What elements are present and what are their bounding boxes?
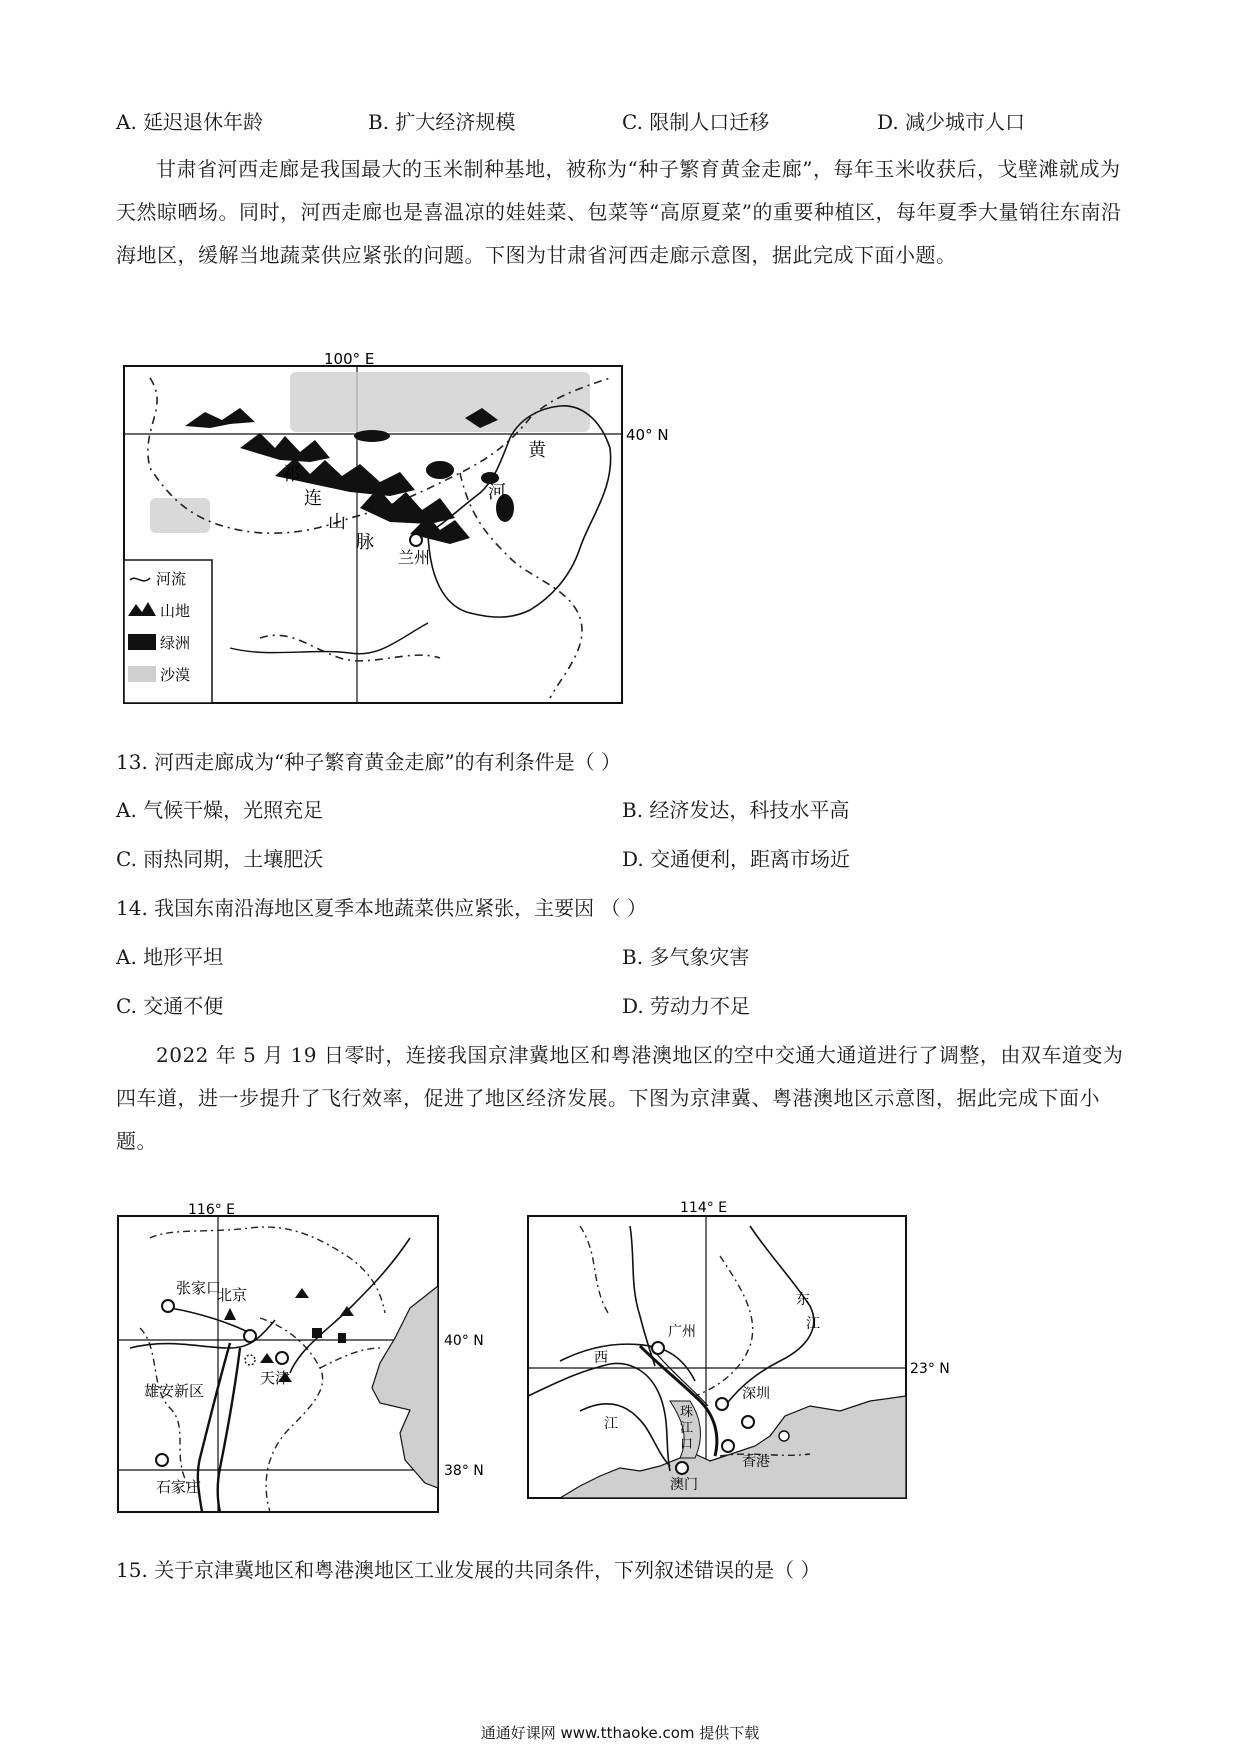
lat-label: 40° N xyxy=(626,426,669,444)
map-gba xyxy=(520,1196,960,1506)
q15-stem: 15. 关于京津冀地区和粤港澳地区工业发展的共同条件，下列叙述错误的是（ ） xyxy=(116,1558,821,1582)
lat-label-40: 40° N xyxy=(444,1333,484,1349)
option-d: D. 减少城市人口 xyxy=(877,110,1026,134)
q14-option-b: B. 多气象灾害 xyxy=(622,945,750,969)
label-zhu: 珠 xyxy=(680,1405,694,1420)
lat-label-38: 38° N xyxy=(444,1463,484,1479)
label-jiang-2: 江 xyxy=(604,1416,618,1432)
label-xi: 西 xyxy=(594,1350,608,1366)
city-guangzhou: 广州 xyxy=(668,1324,696,1340)
q13-stem: 13. 河西走廊成为“种子繁育黄金走廊”的有利条件是（ ） xyxy=(116,750,621,774)
legend-desert: 沙漠 xyxy=(160,666,191,684)
q13-option-b: B. 经济发达，科技水平高 xyxy=(622,798,850,822)
map-hexi-corridor xyxy=(110,348,690,720)
label-jiang-1: 江 xyxy=(806,1316,820,1332)
city-lanzhou: 兰州 xyxy=(398,548,431,567)
legend-oasis: 绿洲 xyxy=(160,634,191,652)
mountain-char-2: 连 xyxy=(304,488,322,509)
legend-river: 河流 xyxy=(156,570,187,588)
city-tianjin: 天津 xyxy=(260,1369,291,1387)
city-hongkong: 香港 xyxy=(742,1454,770,1470)
passage-air-corridor: 2022 年 5 月 19 日零时，连接我国京津冀地区和粤港澳地区的空中交通大通道进行了调整，由双车道变为四车道，进一步提升了飞行效率，促进了地区经济发展。下图为京津冀、粤港澳地区示意图，据此完成下面小题。 xyxy=(116,1043,1124,1153)
label-kou: 口 xyxy=(680,1437,694,1452)
river-char-1: 黄 xyxy=(528,440,546,461)
city-macau: 澳门 xyxy=(670,1477,698,1493)
city-beijing: 北京 xyxy=(217,1286,248,1304)
mountain-char-4: 脉 xyxy=(356,532,374,553)
q13-option-c: C. 雨热同期，土壤肥沃 xyxy=(116,847,324,871)
city-shenzhen: 深圳 xyxy=(742,1386,770,1402)
option-b: B. 扩大经济规模 xyxy=(368,110,516,134)
q14-option-a: A. 地形平坦 xyxy=(116,945,224,969)
lon-label: 100° E xyxy=(324,350,375,368)
mountain-char-3: 山 xyxy=(328,512,346,533)
footer-watermark: 通通好课网 www.tthaoke.com 提供下载 xyxy=(480,1724,760,1742)
lon-label-114: 114° E xyxy=(680,1200,728,1216)
q13-option-a: A. 气候干燥，光照充足 xyxy=(116,798,324,822)
legend-mountain: 山地 xyxy=(160,602,191,620)
q14-option-c: C. 交通不便 xyxy=(116,994,224,1018)
city-shijiazhuang: 石家庄 xyxy=(156,1478,202,1496)
q14-option-d: D. 劳动力不足 xyxy=(622,994,751,1018)
passage-hexi-corridor: 甘肃省河西走廊是我国最大的玉米制种基地，被称为“种子繁育黄金走廊”，每年玉米收获后，戈壁滩就成为天然晾晒场。同时，河西走廊也是喜温凉的娃娃菜、包菜等“高原夏菜”的重要种植区，每年夏季大量销往东南沿海地区，缓解当地蔬菜供应紧张的问题。下图为甘肃省河西走廊示意图，据此完成下面小题。 xyxy=(116,157,1122,267)
map-jingjinji xyxy=(110,1198,510,1516)
river-char-2: 河 xyxy=(488,482,506,503)
city-xiongan: 雄安新区 xyxy=(144,1382,205,1400)
q14-stem: 14. 我国东南沿海地区夏季本地蔬菜供应紧张，主要因 （ ） xyxy=(116,896,647,920)
lon-label-116: 116° E xyxy=(188,1202,236,1218)
label-dong: 东 xyxy=(796,1292,810,1308)
option-c: C. 限制人口迁移 xyxy=(622,110,770,134)
lat-label-23: 23° N xyxy=(910,1361,950,1377)
mountain-char-1: 祁 xyxy=(282,464,300,485)
label-jiang-3: 江 xyxy=(680,1421,694,1436)
q13-option-d: D. 交通便利，距离市场近 xyxy=(622,847,851,871)
city-zhangjiakou: 张家口 xyxy=(176,1279,222,1297)
option-a: A. 延迟退休年龄 xyxy=(116,110,264,134)
